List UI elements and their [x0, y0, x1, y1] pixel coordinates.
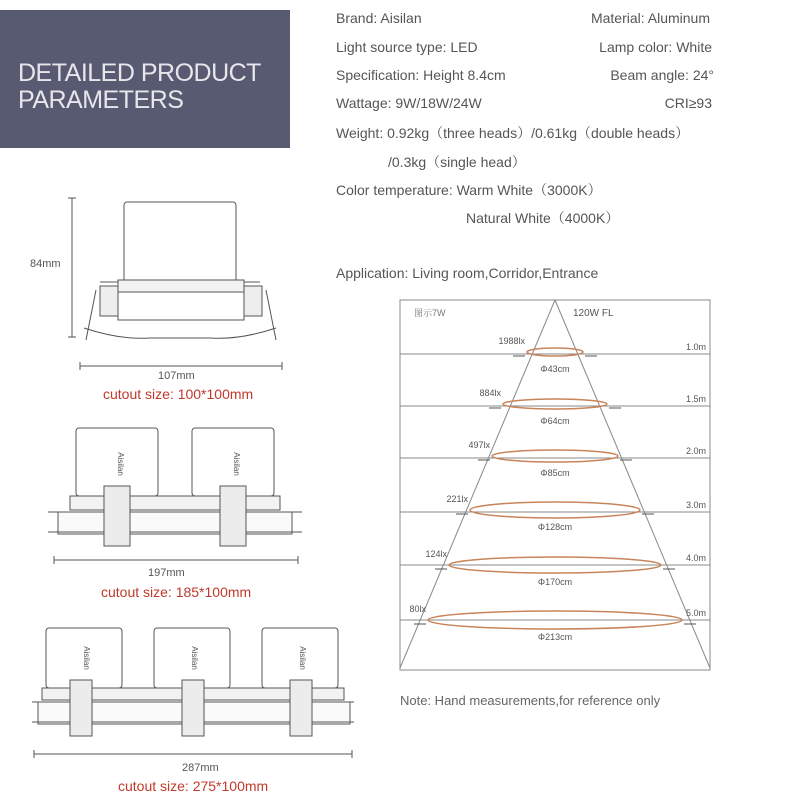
beam-lux-label: 221lx [446, 494, 468, 504]
beam-spot-ellipse [503, 399, 607, 409]
beam-distance-label: 2.0m [685, 446, 706, 456]
page-title-line-2: PARAMETERS [18, 86, 184, 114]
beam-lux-label: 884lx [479, 388, 501, 398]
spec-beam-angle: Beam angle: 24° [610, 67, 714, 83]
beam-lux-label: 124lx [425, 549, 447, 559]
beam-distance-label: 3.0m [685, 500, 706, 510]
spec-weight-line-1: Weight: 0.92kg（three heads）/0.61kg（double heads） [336, 125, 690, 141]
double-lamp-label-2: Aisilan [232, 452, 241, 476]
single-width-label: 107mm [158, 370, 195, 382]
measurement-note: Note: Hand measurements,for reference only [400, 693, 661, 708]
beam-diameter-label: Φ128cm [537, 522, 573, 532]
spec-cri: CRI≥93 [664, 95, 712, 111]
triple-width-label: 287mm [182, 762, 219, 774]
beam-spot-ellipse [527, 348, 583, 356]
beam-distance-label: 1.0m [685, 342, 706, 352]
beam-lux-label: 80lx [409, 604, 426, 614]
beam-chart-legend-right: 120W FL [573, 308, 614, 319]
beam-distance-label: 5.0m [685, 608, 706, 618]
spec-specification: Specification: Height 8.4cm [336, 67, 506, 83]
beam-diameter-label: Φ213cm [537, 632, 573, 642]
double-width-label: 197mm [148, 567, 185, 579]
beam-lux-label: 497lx [468, 440, 490, 450]
beam-distance-label: 1.5m [685, 394, 706, 404]
triple-cutout-size: cutout size: 275*100mm [118, 778, 269, 794]
page-title-line-1: DETAILED PRODUCT [18, 59, 261, 87]
triple-lamp-label-1: Aisilan [82, 646, 91, 670]
spec-lamp-color: Lamp color: White [599, 39, 712, 55]
beam-spot-ellipse [470, 502, 640, 518]
beam-diameter-label: Φ85cm [540, 468, 570, 478]
triple-lamp-label-3: Aisilan [298, 646, 307, 670]
application-text: Application: Living room,Corridor,Entrance [336, 265, 599, 281]
double-cutout-size: cutout size: 185*100mm [101, 584, 252, 600]
spec-wattage: Wattage: 9W/18W/24W [336, 95, 482, 111]
beam-diameter-label: Φ64cm [540, 416, 570, 426]
spec-color-temp-line-2: Natural White（4000K） [466, 210, 620, 226]
single-cutout-size: cutout size: 100*100mm [103, 386, 254, 402]
beam-chart-legend-left: 图示7W [414, 308, 446, 318]
beam-diameter-label: Φ170cm [537, 577, 573, 587]
spec-material: Material: Aluminum [590, 10, 710, 26]
beam-diameter-label: Φ43cm [540, 364, 570, 374]
double-lamp-label-1: Aisilan [116, 452, 125, 476]
triple-lamp-label-2: Aisilan [190, 646, 199, 670]
beam-distance-label: 4.0m [685, 553, 706, 563]
spec-brand: Brand: Aisilan [336, 10, 422, 26]
spec-weight-line-2: /0.3kg（single head） [388, 154, 526, 170]
beam-lux-label: 1988lx [498, 336, 525, 346]
spec-color-temp-line-1: Color temperature: Warm White（3000K） [336, 182, 602, 198]
beam-spot-ellipse [492, 450, 618, 462]
single-height-label: 84mm [30, 258, 61, 270]
spec-light-source: Light source type: LED [336, 39, 478, 55]
